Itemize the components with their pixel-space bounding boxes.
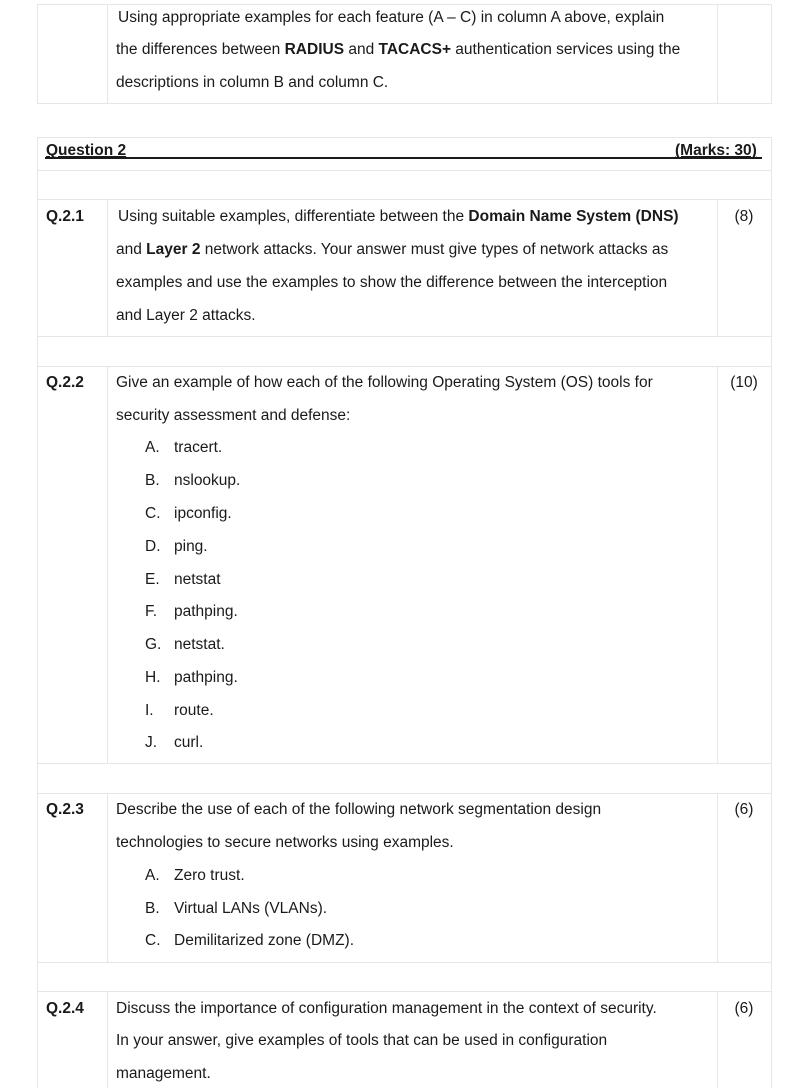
table-border bbox=[37, 137, 772, 138]
table-border bbox=[107, 199, 108, 337]
table-border bbox=[771, 199, 772, 337]
table-border bbox=[37, 793, 772, 794]
question-marks: (10) bbox=[730, 374, 758, 391]
table-border bbox=[717, 4, 718, 104]
table-border bbox=[717, 991, 718, 1088]
table-border bbox=[771, 4, 772, 104]
question-number: Q.2.4 bbox=[46, 1000, 84, 1017]
question-text-line: and Layer 2 network attacks. Your answer must give types of network attacks as bbox=[116, 241, 669, 258]
question-text-line: Describe the use of each of the following network segmentation design bbox=[116, 801, 602, 818]
table-border bbox=[37, 137, 38, 200]
table-border bbox=[771, 366, 772, 764]
table-border bbox=[37, 991, 772, 992]
section-marks: (Marks: 30) bbox=[675, 142, 757, 159]
table-border bbox=[37, 4, 772, 5]
table-border bbox=[37, 962, 772, 963]
table-border bbox=[37, 366, 772, 367]
question-text-line: and Layer 2 attacks. bbox=[116, 307, 256, 324]
intro-line-3: descriptions in column B and column C. bbox=[116, 74, 389, 91]
table-border bbox=[717, 366, 718, 764]
question-text-line: management. bbox=[116, 1065, 211, 1082]
table-border bbox=[37, 793, 38, 963]
question-text-line: examples and use the examples to show the difference between the interception bbox=[116, 274, 668, 291]
table-border bbox=[37, 170, 772, 171]
question-number: Q.2.3 bbox=[46, 801, 84, 818]
table-border bbox=[37, 4, 38, 104]
table-border bbox=[771, 991, 772, 1088]
table-border bbox=[771, 137, 772, 200]
section-rule bbox=[45, 157, 762, 159]
table-border bbox=[37, 103, 772, 104]
table-border bbox=[37, 199, 38, 337]
question-text-line: security assessment and defense: bbox=[116, 407, 351, 424]
question-number: Q.2.2 bbox=[46, 374, 84, 391]
question-text-line: Discuss the importance of configuration management in the context of security. bbox=[116, 1000, 657, 1017]
table-border bbox=[107, 366, 108, 764]
table-border bbox=[107, 991, 108, 1088]
table-border bbox=[37, 763, 772, 764]
table-border bbox=[37, 962, 38, 992]
intro-line-1: Using appropriate examples for each feature (A – C) in column A above, explain bbox=[118, 9, 665, 26]
table-border bbox=[717, 793, 718, 963]
table-border bbox=[717, 199, 718, 337]
table-border bbox=[771, 962, 772, 992]
table-border bbox=[771, 336, 772, 367]
section-title: Question 2 bbox=[46, 142, 127, 159]
question-text-line: In your answer, give examples of tools that can be used in configuration bbox=[116, 1032, 608, 1049]
table-border bbox=[37, 199, 772, 200]
table-border bbox=[771, 793, 772, 963]
intro-line-2: the differences between RADIUS and TACACS+ authentication services using the bbox=[116, 41, 681, 58]
table-border bbox=[771, 763, 772, 794]
question-number: Q.2.1 bbox=[46, 208, 84, 225]
table-border bbox=[37, 991, 38, 1088]
question-marks: (8) bbox=[734, 208, 754, 225]
question-marks: (6) bbox=[734, 801, 754, 818]
question-text-line: Give an example of how each of the following Operating System (OS) tools for bbox=[116, 374, 653, 391]
question-text-line: technologies to secure networks using examples. bbox=[116, 834, 454, 851]
table-border bbox=[107, 793, 108, 963]
table-border bbox=[37, 336, 38, 367]
table-border bbox=[107, 4, 108, 104]
table-border bbox=[37, 763, 38, 794]
table-border bbox=[37, 336, 772, 337]
question-marks: (6) bbox=[734, 1000, 754, 1017]
question-text-line: Using suitable examples, differentiate between the Domain Name System (DNS) bbox=[118, 208, 679, 225]
table-border bbox=[37, 366, 38, 764]
